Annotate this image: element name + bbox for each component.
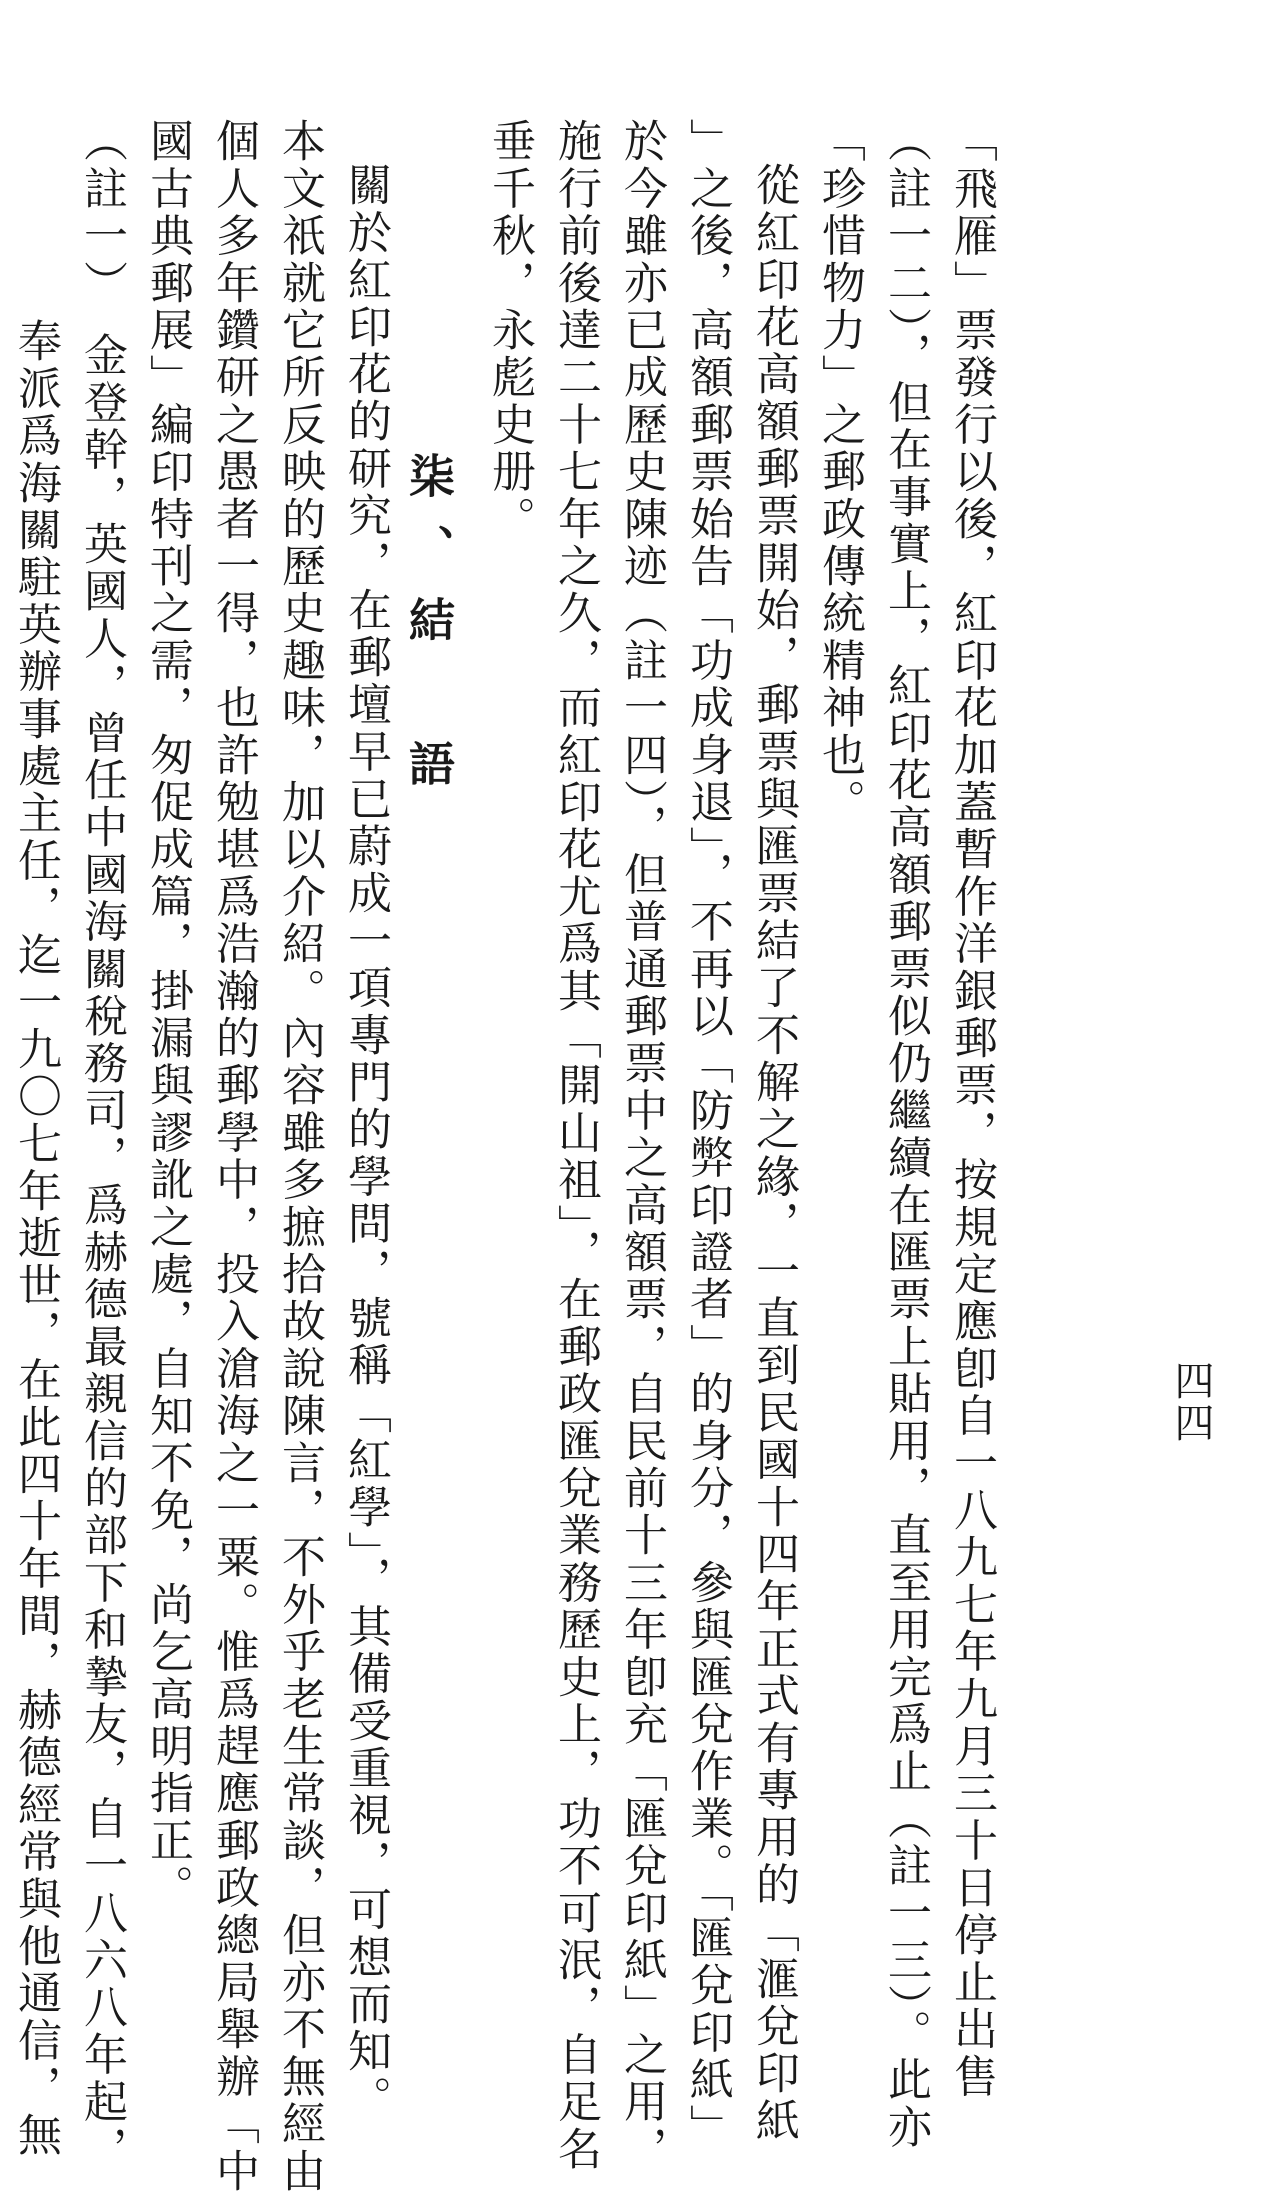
- paragraph-1-line-1: 「飛雁」票發行以後，紅印花加蓋暫作洋銀郵票，按規定應卽自一八九七年九月三十日停止出售: [946, 118, 997, 2101]
- paragraph-2-line-2: 」之後，高額郵票始告「功成身退」，不再以「防弊印證者」的身分，參與匯兌作業。「匯兌印紙」: [682, 118, 733, 2151]
- paragraph-3-line-2: 本文祇就它所反映的歷史趣味，加以介紹。內容雖多摭拾故說陳言，不外乎老生常談，但亦不無經由: [274, 118, 325, 2195]
- footnote-1-line-2: 奉派爲海關駐英辦事處主任，迄一九〇七年逝世，在此四十年間，赫德經常與他通信，無: [10, 318, 61, 2159]
- paragraph-2-line-4: 施行前後達二十七年之久，而紅印花尤爲其「開山祖」，在郵政匯兌業務歷史上，功不可泯，自足名: [550, 118, 601, 2173]
- paragraph-2-line-5: 垂千秋，永彪史册。: [484, 118, 535, 543]
- paragraph-3-line-1: 關於紅印花的研究，在郵壇早已蔚成一項專門的學問，號稱「紅學」，其備受重視，可想而知。: [340, 162, 391, 2123]
- paragraph-1-line-2: （註一二），但在事實上，紅印花高額郵票似仍繼續在匯票上貼用，直至用完爲止（註一三）。此亦: [880, 118, 931, 2151]
- paragraph-3-line-3: 個人多年鑽研之愚者一得，也許勉堪爲浩瀚的郵學中，投入滄海之一粟。惟爲趕應郵政總局舉辦「中: [208, 118, 259, 2195]
- paragraph-2-line-3: 於今雖亦已成歷史陳迹（註一四），但普通郵票中之高額票，自民前十三年卽充「匯兌印紙」之用，: [616, 118, 667, 2173]
- section-heading: 柒、結 語: [402, 452, 456, 812]
- paragraph-2-line-1: 從紅印花高額郵票開始，郵票與匯票結了不解之緣，一直到民國十四年正式有專用的「滙兌印紙: [748, 162, 799, 2145]
- paragraph-1-line-3: 「珍惜物力」之郵政傳統精神也。: [814, 118, 865, 826]
- page-number: 四四: [1168, 1360, 1214, 1444]
- paragraph-3-line-4: 國古典郵展」編印特刊之需，匆促成篇，掛漏與謬訛之處，自知不免，尚乞高明指正。: [142, 118, 193, 1912]
- footnote-1-line-1: （註一） 金登幹，英國人，曾任中國海關稅務司，爲赫德最親信的部下和摯友，自一八六八年起，: [76, 118, 127, 2173]
